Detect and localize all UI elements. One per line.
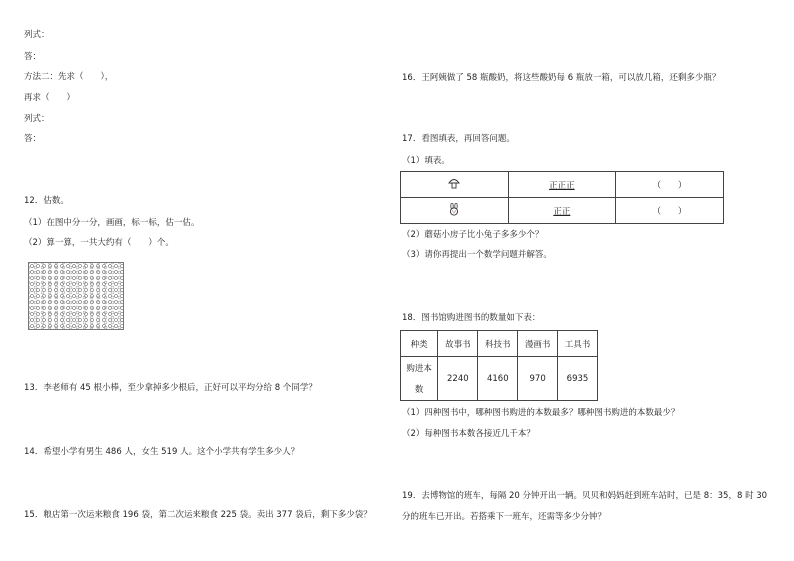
- header-cell: 工具书: [557, 331, 597, 357]
- question-15: 15．粮店第一次运来粮食 196 袋，第二次运来粮食 225 袋。卖出 377 袋后，剩下多少袋？: [24, 510, 372, 520]
- question-17-part-3: （3）请你再提出一个数学问题并解答。: [402, 250, 552, 260]
- rabbit-cell: [401, 198, 509, 224]
- answer-label: 答：: [24, 52, 42, 62]
- mushroom-icon: [448, 182, 460, 192]
- question-16: 16．王阿姨做了 58 瓶酸奶，将这些酸奶每 6 瓶放一箱，可以放几箱，还剩多少瓶？: [402, 73, 721, 83]
- answer-label: 答：: [24, 134, 42, 144]
- question-12-title: 12．估数。: [24, 196, 69, 206]
- value-cell: 970: [518, 357, 558, 401]
- question-19-line-2: 分的班车已开出。若搭乘下一班车，还需等多少分钟？: [402, 512, 607, 522]
- question-19-line-1: 19．去博物馆的班车，每隔 20 分钟开出一辆。贝贝和妈妈赶到班车站时，已是 8：35，8 时 30: [402, 491, 768, 501]
- question-18-part-2: （2）每种图书本数各接近几千本？: [402, 429, 535, 439]
- rabbit-icon: [448, 209, 460, 219]
- question-12-part-1: （1）在图中分一分，画画，标一标，估一估。: [24, 218, 200, 228]
- method-two-label: 方法二：先求（ ），: [24, 72, 114, 82]
- dot-cluster-figure: [28, 262, 124, 330]
- table-row: [401, 198, 724, 224]
- count-blank: （ ）: [616, 198, 724, 224]
- tally-cell: 正正正: [508, 172, 616, 198]
- question-13: 13．李老师有 45 根小棒，至少拿掉多少根后，正好可以平均分给 8 个同学？: [24, 383, 317, 393]
- header-cell: 故事书: [438, 331, 478, 357]
- question-17-title: 17．看图填表，再回答问题。: [402, 134, 515, 144]
- question-17-part-1: （1）填表。: [402, 156, 450, 166]
- question-17-part-2: （2）蘑菇小房子比小兔子多多少个？: [402, 230, 544, 240]
- header-cell: 漫画书: [518, 331, 558, 357]
- formula-label: 列式：: [24, 114, 50, 124]
- formula-label: 列式：: [24, 30, 50, 40]
- book-purchase-table: [400, 330, 598, 401]
- question-18-part-1: （1）四种图书中，哪种图书购进的本数最多？哪种图书购进的本数最少？: [402, 408, 680, 418]
- value-cell: 6935: [557, 357, 597, 401]
- row-label-cell: [401, 357, 438, 401]
- table-row: [401, 357, 598, 401]
- question-14: 14．希望小学有男生 486 人，女生 519 人。这个小学共有学生多少人？: [24, 447, 300, 457]
- question-18-title: 18．图书馆购进图书的数量如下表：: [402, 313, 541, 323]
- row-label-line-1: 购进本: [406, 364, 432, 374]
- mushroom-cell: [401, 172, 509, 198]
- value-cell: 2240: [438, 357, 478, 401]
- question-12-part-2: （2）算一算，一共大约有（ ）个。: [24, 238, 174, 248]
- count-blank: （ ）: [616, 172, 724, 198]
- table-row: [401, 172, 724, 198]
- row-label-line-2: 数: [414, 385, 424, 395]
- header-cell: 科技书: [478, 331, 518, 357]
- tally-cell: 正正: [508, 198, 616, 224]
- then-find-label: 再求（ ）: [24, 93, 76, 103]
- value-cell: 4160: [478, 357, 518, 401]
- table-row: [401, 331, 598, 357]
- tally-table: [400, 171, 724, 224]
- header-cell: 种类: [401, 331, 438, 357]
